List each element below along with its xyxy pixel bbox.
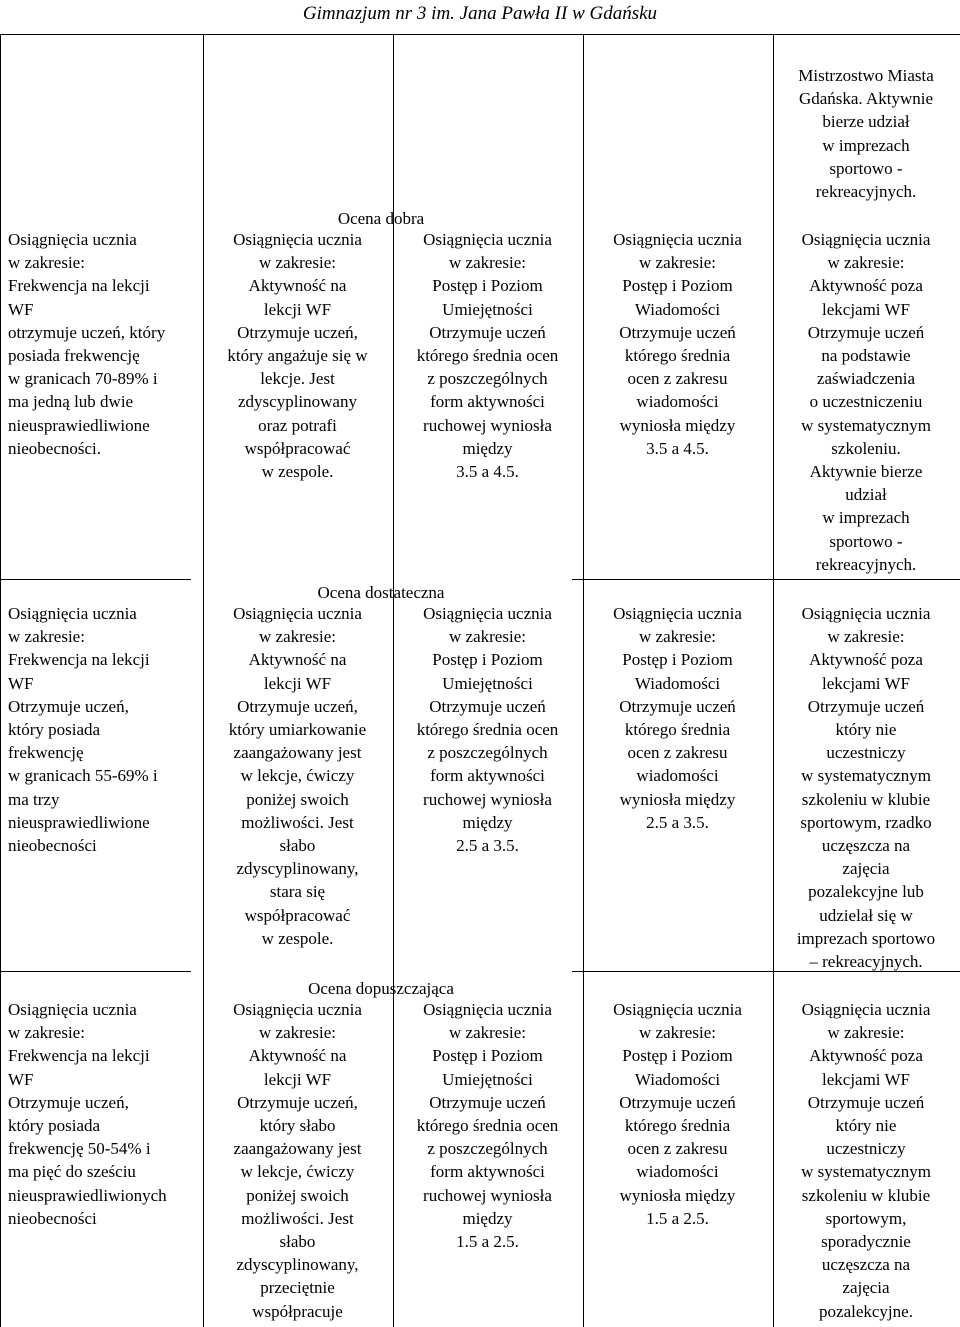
- cell-line: ocen z zakresu: [627, 743, 728, 763]
- cell-line: w zakresie:: [449, 253, 526, 273]
- cell-line: Otrzymuje uczeń: [807, 322, 925, 342]
- section-title-sufficient: Ocena dopuszczająca: [308, 979, 454, 998]
- col1-cell-3: [0, 998, 202, 1230]
- cell-line: frekwencję 50-54% i: [8, 1139, 151, 1159]
- cell-line: uczęszcza na: [821, 836, 911, 856]
- cell-line: bierze udział: [822, 112, 910, 132]
- cell-line: przeciętnie: [260, 1278, 335, 1298]
- cell-line: uczestniczy: [826, 743, 906, 763]
- cell-line: 3.5 a 4.5.: [646, 438, 709, 458]
- cell-line: w imprezach: [822, 135, 910, 155]
- col4-cell-3: [583, 998, 772, 1230]
- cell-line: ruchowej wyniosła: [423, 415, 552, 435]
- cell-line: współpracować: [244, 438, 351, 458]
- col5-cell-3: [773, 998, 959, 1323]
- cell-line: ocen z zakresu: [627, 369, 728, 389]
- row-divider-1b: [572, 579, 960, 580]
- cell-line: w granicach 70-89% i: [8, 369, 158, 389]
- cell-line: wyniosła między: [619, 1185, 736, 1205]
- col5-cell-2: [773, 602, 959, 973]
- cell-line: wiadomości: [636, 1162, 719, 1182]
- cell-line: na podstawie: [821, 346, 911, 366]
- cell-line: nieobecności: [8, 1208, 97, 1228]
- cell-line: którego średnia ocen: [416, 346, 559, 366]
- cell-line: szkoleniu.: [831, 438, 901, 458]
- cell-line: Frekwencja na lekcji: [8, 650, 150, 670]
- cell-line: Umiejętności: [442, 1069, 533, 1089]
- cell-line: sportowo -: [829, 158, 903, 178]
- cell-line: w zakresie:: [259, 1023, 336, 1043]
- cell-line: Otrzymuje uczeń,: [237, 322, 358, 342]
- cell-line: 1.5 a 2.5.: [456, 1232, 519, 1252]
- cell-line: Otrzymuje uczeń,: [237, 696, 358, 716]
- cell-line: w zakresie:: [639, 1023, 716, 1043]
- cell-line: ruchowej wyniosła: [423, 789, 552, 809]
- cell-line: który nie: [835, 720, 897, 740]
- cell-line: Aktywność na: [248, 1046, 347, 1066]
- cell-line: WF: [8, 299, 34, 319]
- cell-line: form aktywności: [430, 766, 545, 786]
- cell-line: możliwości. Jest: [241, 812, 354, 832]
- cell-line: nieobecności: [8, 836, 97, 856]
- cell-line: Frekwencja na lekcji: [8, 1046, 150, 1066]
- cell-line: Osiągnięcia ucznia: [801, 604, 931, 623]
- cell-line: w zakresie:: [8, 627, 85, 647]
- cell-line: szkoleniu w klubie: [801, 789, 931, 809]
- cell-line: rekreacyjnych.: [815, 182, 917, 202]
- cell-line: ma trzy: [8, 789, 60, 809]
- row-divider-2: [1, 971, 191, 972]
- col2-cell-2: [203, 602, 392, 950]
- cell-line: Postęp i Poziom: [432, 1046, 543, 1066]
- cell-line: Osiągnięcia ucznia: [233, 230, 362, 249]
- cell-line: posiada frekwencję: [8, 346, 140, 366]
- cell-line: Gdańska. Aktywnie: [798, 89, 934, 109]
- cell-line: sportowo -: [829, 531, 903, 551]
- cell-line: Otrzymuje uczeń,: [8, 1092, 129, 1112]
- cell-line: możliwości. Jest: [241, 1208, 354, 1228]
- cell-line: nieusprawiedliwione: [8, 415, 150, 435]
- cell-line: 3.5 a 4.5.: [456, 462, 519, 482]
- cell-line: 2.5 a 3.5.: [646, 812, 709, 832]
- cell-line: nieusprawiedliwione: [8, 812, 150, 832]
- cell-line: Osiągnięcia ucznia: [613, 1000, 742, 1019]
- col2-cell-1: [203, 228, 392, 483]
- cell-line: otrzymuje uczeń, który: [8, 322, 166, 342]
- cell-line: Mistrzostwo Miasta: [798, 66, 934, 85]
- cell-line: sportowym, rzadko: [800, 812, 932, 832]
- cell-line: lekcjami WF: [822, 673, 910, 693]
- cell-line: pozalekcyjne lub: [808, 882, 924, 902]
- cell-line: Postęp i Poziom: [622, 276, 733, 296]
- cell-line: z poszczególnych: [427, 369, 548, 389]
- cell-line: w zakresie:: [259, 253, 336, 273]
- cell-line: wyniosła między: [619, 415, 736, 435]
- cell-line: między: [462, 438, 513, 458]
- cell-line: w systematycznym: [801, 1162, 931, 1182]
- col5-cell-1: [773, 228, 959, 576]
- cell-line: nieobecności.: [8, 438, 101, 458]
- cell-line: Aktywność na: [248, 276, 347, 296]
- col2-cell-3: [203, 998, 392, 1323]
- cell-line: Osiągnięcia ucznia: [423, 604, 552, 623]
- cell-line: Otrzymuje uczeń: [429, 696, 546, 716]
- cell-line: lekcjami WF: [822, 1069, 910, 1089]
- cell-line: który posiada: [8, 1116, 101, 1136]
- cell-line: który nie: [835, 1116, 897, 1136]
- cell-line: Wiadomości: [634, 1069, 721, 1089]
- cell-line: stara się: [269, 882, 326, 902]
- section-title-good: Ocena dobra: [337, 209, 425, 228]
- cell-line: Otrzymuje uczeń,: [237, 1092, 358, 1112]
- cell-line: w zakresie:: [8, 253, 85, 273]
- cell-line: poniżej swoich: [246, 789, 349, 809]
- cell-line: Otrzymuje uczeń: [619, 696, 736, 716]
- cell-line: Osiągnięcia ucznia: [233, 1000, 362, 1019]
- cell-line: Postęp i Poziom: [622, 1046, 733, 1066]
- cell-line: Postęp i Poziom: [432, 276, 543, 296]
- cell-line: Osiągnięcia ucznia: [801, 1000, 931, 1019]
- cell-line: oraz potrafi: [258, 415, 337, 435]
- cell-line: Osiągnięcia ucznia: [8, 1000, 137, 1019]
- cell-line: pozalekcyjne.: [819, 1301, 913, 1321]
- cell-line: wyniosła między: [619, 789, 736, 809]
- cell-line: którego średnia ocen: [416, 1116, 559, 1136]
- row-divider-1: [1, 579, 191, 580]
- cell-line: Otrzymuje uczeń: [619, 1092, 736, 1112]
- cell-line: którego średnia: [624, 720, 731, 740]
- cell-line: zaangażowany jest: [233, 743, 362, 763]
- cell-line: Frekwencja na lekcji: [8, 276, 150, 296]
- cell-line: Wiadomości: [634, 673, 721, 693]
- cell-line: w lekcje, ćwiczy: [240, 766, 355, 786]
- cell-line: Aktywność poza: [809, 650, 923, 670]
- cell-line: Osiągnięcia ucznia: [801, 230, 931, 249]
- cell-line: ruchowej wyniosła: [423, 1185, 552, 1205]
- cell-line: udzielał się w: [819, 905, 913, 925]
- cell-line: Osiągnięcia ucznia: [233, 604, 362, 623]
- cell-line: Aktywność poza: [809, 276, 923, 296]
- cell-line: Otrzymuje uczeń,: [8, 696, 129, 716]
- section-title-satisfactory: Ocena dostateczna: [317, 583, 445, 602]
- cell-line: w zespole.: [261, 928, 334, 948]
- cell-line: Umiejętności: [442, 299, 533, 319]
- cell-line: którego średnia: [624, 1116, 731, 1136]
- col1-cell-2: [0, 602, 202, 857]
- cell-line: Umiejętności: [442, 673, 533, 693]
- cell-line: zaangażowany jest: [233, 1139, 362, 1159]
- cell-line: z poszczególnych: [427, 1139, 548, 1159]
- cell-line: Otrzymuje uczeń: [619, 322, 736, 342]
- cell-line: który angażuje się w: [227, 346, 368, 366]
- cell-line: w zakresie:: [259, 627, 336, 647]
- cell-line: Aktywność na: [248, 650, 347, 670]
- cell-line: który posiada: [8, 720, 101, 740]
- cell-line: w systematycznym: [801, 766, 931, 786]
- cell-line: form aktywności: [430, 1162, 545, 1182]
- col4-cell-2: [583, 602, 772, 834]
- cell-line: Osiągnięcia ucznia: [423, 230, 552, 249]
- cell-line: uczestniczy: [826, 1139, 906, 1159]
- cell-line: – rekreacyjnych.: [809, 952, 923, 972]
- cell-line: zdyscyplinowany,: [236, 859, 359, 879]
- cell-line: 2.5 a 3.5.: [456, 836, 519, 856]
- col3-cell-1: [393, 228, 582, 483]
- cell-line: słabo: [279, 836, 316, 856]
- cell-line: w zakresie:: [639, 253, 716, 273]
- cell-line: zdyscyplinowany,: [236, 1255, 359, 1275]
- cell-line: sporadycznie: [821, 1232, 911, 1252]
- page-header: Gimnazjum nr 3 im. Jana Pawła II w Gdańsku: [302, 3, 658, 24]
- cell-line: ocen z zakresu: [627, 1139, 728, 1159]
- cell-line: lekcjami WF: [822, 299, 910, 319]
- cell-line: współpracować: [244, 905, 351, 925]
- cell-line: z poszczególnych: [427, 743, 548, 763]
- cell-line: Osiągnięcia ucznia: [423, 1000, 552, 1019]
- cell-line: lekcje. Jest: [260, 369, 335, 389]
- cell-line: w imprezach: [822, 508, 910, 528]
- cell-line: Osiągnięcia ucznia: [8, 604, 137, 623]
- cell-line: Aktywność poza: [809, 1046, 923, 1066]
- col5-top-cell: [773, 64, 959, 203]
- cell-line: zaświadczenia: [816, 369, 916, 389]
- cell-line: WF: [8, 673, 34, 693]
- cell-line: Otrzymuje uczeń: [807, 696, 925, 716]
- cell-line: który umiarkowanie: [228, 720, 367, 740]
- cell-line: między: [462, 1208, 513, 1228]
- cell-line: słabo: [279, 1232, 316, 1252]
- cell-line: który słabo: [259, 1116, 336, 1136]
- cell-line: w granicach 55-69% i: [8, 766, 158, 786]
- cell-line: Wiadomości: [634, 299, 721, 319]
- cell-line: zdyscyplinowany: [238, 392, 357, 412]
- col3-cell-3: [393, 998, 582, 1253]
- cell-line: w zakresie:: [827, 253, 905, 273]
- cell-line: nieusprawiedliwionych: [8, 1185, 167, 1205]
- cell-line: wiadomości: [636, 766, 719, 786]
- cell-line: między: [462, 812, 513, 832]
- cell-line: WF: [8, 1069, 34, 1089]
- cell-line: poniżej swoich: [246, 1185, 349, 1205]
- cell-line: w zakresie:: [8, 1023, 85, 1043]
- cell-line: Postęp i Poziom: [432, 650, 543, 670]
- cell-line: zajęcia: [842, 1278, 890, 1298]
- cell-line: w systematycznym: [801, 415, 931, 435]
- cell-line: zajęcia: [842, 859, 890, 879]
- col4-cell-1: [583, 228, 772, 460]
- cell-line: 1.5 a 2.5.: [646, 1208, 709, 1228]
- cell-line: Otrzymuje uczeń: [429, 1092, 546, 1112]
- cell-line: ma jedną lub dwie: [8, 392, 134, 412]
- cell-line: rekreacyjnych.: [815, 554, 917, 574]
- col1-cell-1: [0, 228, 202, 460]
- cell-line: Postęp i Poziom: [622, 650, 733, 670]
- col3-cell-2: [393, 602, 582, 857]
- cell-line: w lekcje, ćwiczy: [240, 1162, 355, 1182]
- cell-line: lekcji WF: [263, 299, 332, 319]
- cell-line: imprezach sportowo: [796, 928, 936, 948]
- cell-line: ma pięć do sześciu: [8, 1162, 136, 1182]
- cell-line: którego średnia: [624, 346, 731, 366]
- cell-line: Osiągnięcia ucznia: [613, 230, 742, 249]
- cell-line: frekwencję: [8, 743, 84, 763]
- cell-line: w zakresie:: [827, 1023, 905, 1043]
- cell-line: w zespole.: [261, 462, 334, 482]
- cell-line: lekcji WF: [263, 673, 332, 693]
- cell-line: Aktywnie bierze: [809, 462, 923, 482]
- cell-line: Otrzymuje uczeń: [807, 1092, 925, 1112]
- cell-line: udział: [845, 485, 887, 505]
- cell-line: sportowym,: [825, 1208, 907, 1228]
- cell-line: o uczestniczeniu: [809, 392, 923, 412]
- cell-line: w zakresie:: [449, 627, 526, 647]
- cell-line: uczęszcza na: [821, 1255, 911, 1275]
- cell-line: współpracuje: [252, 1301, 343, 1321]
- cell-line: w zakresie:: [827, 627, 905, 647]
- cell-line: szkoleniu w klubie: [801, 1185, 931, 1205]
- cell-line: którego średnia ocen: [416, 720, 559, 740]
- cell-line: w zakresie:: [639, 627, 716, 647]
- cell-line: Osiągnięcia ucznia: [613, 604, 742, 623]
- cell-line: w zakresie:: [449, 1023, 526, 1043]
- cell-line: Otrzymuje uczeń: [429, 322, 546, 342]
- cell-line: wiadomości: [636, 392, 719, 412]
- cell-line: form aktywności: [430, 392, 545, 412]
- cell-line: Osiągnięcia ucznia: [8, 230, 137, 249]
- cell-line: lekcji WF: [263, 1069, 332, 1089]
